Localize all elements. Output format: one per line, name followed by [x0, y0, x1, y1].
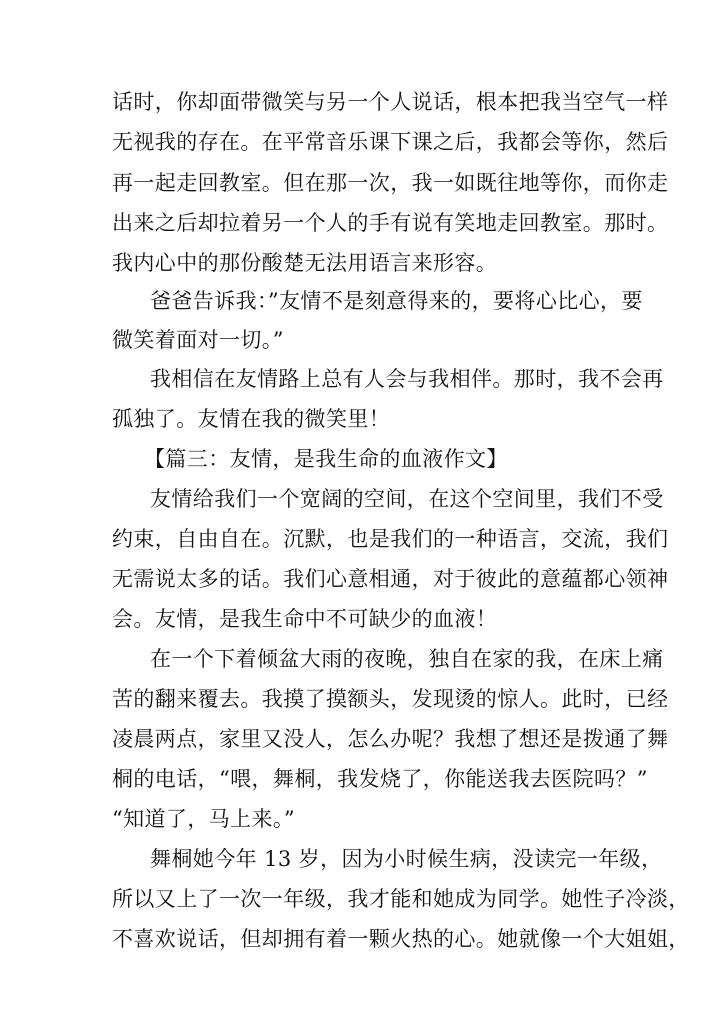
paragraph-start-line: 爸爸告诉我：”友情不是刻意得来的，要将心比心，要: [150, 289, 643, 313]
body-text-line: 无需说太多的话。我们心意相通，对于彼此的意蕴都心领神: [112, 567, 669, 591]
body-text-line: 桐的电话，“喂，舞桐，我发烧了，你能送我去医院吗？”: [112, 767, 648, 791]
body-text-line: 我内心中的那份酸楚无法用语言来形容。: [112, 251, 498, 275]
body-text-line: 再一起走回教室。但在那一次，我一如既往地等你，而你走: [112, 171, 669, 195]
body-text-line: 凌晨两点，家里又没人，怎么办呢？我想了想还是拨通了舞: [112, 727, 669, 751]
body-text-line: 话时，你却面带微笑与另一个人说话，根本把我当空气一样: [112, 90, 669, 114]
body-text-line: 孤独了。友情在我的微笑里！: [112, 407, 391, 431]
body-text-line: 约束，自由自在。沉默，也是我们的一种语言，交流，我们: [112, 527, 669, 551]
body-text-line: 微笑着面对一切。”: [112, 328, 284, 352]
paragraph-start-line: 舞桐她今年 13 岁，因为小时候生病，没读完一年级，: [150, 847, 663, 871]
paragraph-start-line: 在一个下着倾盆大雨的夜晚，独自在家的我，在床上痛: [150, 647, 664, 671]
body-text-line: 所以又上了一次一年级，我才能和她成为同学。她性子冷淡，: [112, 887, 690, 911]
body-text-line: 出来之后却拉着另一个人的手有说有笑地走回教室。那时。: [112, 211, 669, 235]
body-text-line: 无视我的存在。在平常音乐课下课之后，我都会等你，然后: [112, 130, 669, 154]
body-text-line: “知道了，马上来。”: [112, 807, 295, 831]
body-text-line: 会。友情，是我生命中不可缺少的血液！: [112, 607, 498, 631]
body-text-line: 不喜欢说话，但却拥有着一颗火热的心。她就像一个大姐姐，: [112, 927, 690, 951]
body-text-line: 苦的翻来覆去。我摸了摸额头，发现烫的惊人。此时，已经: [112, 687, 669, 711]
paragraph-start-line: 友情给我们一个宽阔的空间，在这个空间里，我们不受: [150, 487, 664, 511]
section-heading: 【篇三：友情，是我生命的血液作文】: [144, 447, 508, 471]
paragraph-start-line: 我相信在友情路上总有人会与我相伴。那时，我不会再: [150, 367, 664, 391]
